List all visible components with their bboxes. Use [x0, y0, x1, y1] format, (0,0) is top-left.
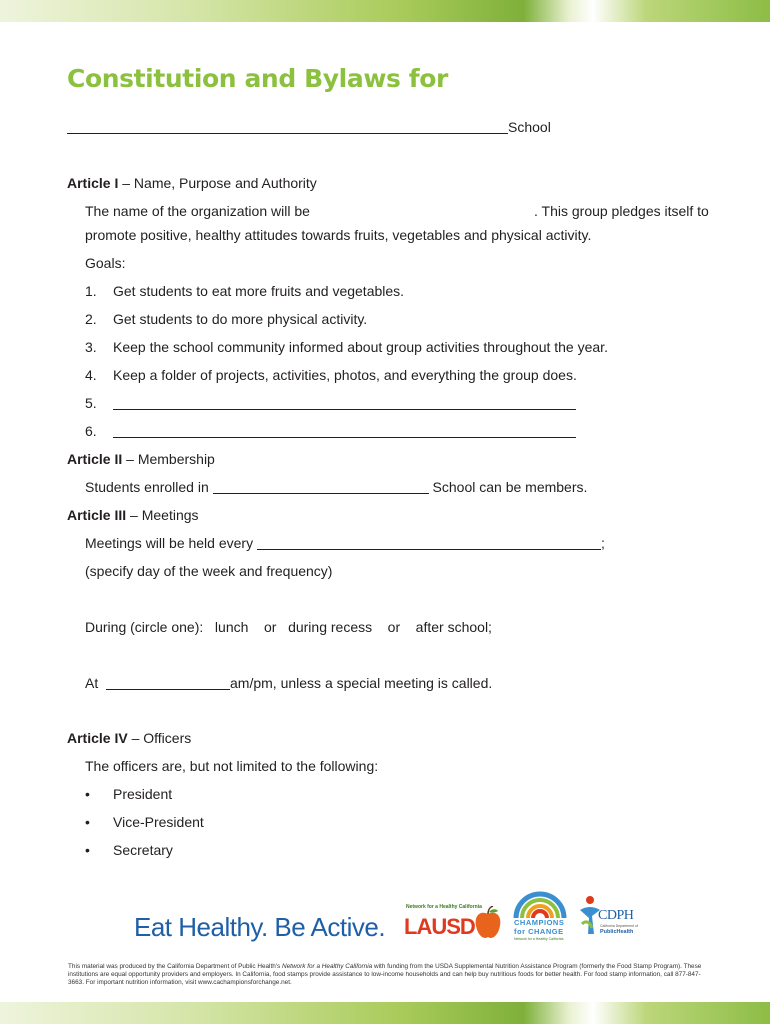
- footer-disclaimer: [68, 963, 708, 987]
- footer-text-end: with funding from the USDA Supplemental Nutrition Assistance Program (formerly the Food Stamp Program). These institutions are equal opportunity providers and employers. In California, food stamps provide assistance to low-income households and can help buy nutritious foods for better health. For food stamp information, call 877-847-3663. For important nutrition information, visit www.cachampionsforchange.net.: [68, 963, 702, 986]
- officer-title: President: [113, 786, 173, 802]
- lausd-label: LAUSD: [404, 914, 475, 939]
- goal-item: [85, 339, 608, 355]
- goal-text: Keep the school community informed about group activities throughout the year.: [113, 339, 608, 355]
- goals-label: Goals:: [85, 255, 126, 271]
- meeting-time-start: At: [85, 675, 107, 691]
- meeting-time-end: am/pm, unless a special meeting is called.: [230, 675, 493, 691]
- article-4-title: – Officers: [127, 730, 192, 746]
- champions-for-change-logo: [510, 890, 570, 944]
- article-3-heading: [67, 507, 199, 523]
- article-3-label: Article III: [67, 507, 127, 523]
- goal-item: [85, 283, 404, 299]
- goal-item: [85, 423, 576, 439]
- network-label: Network for a Healthy California: [406, 904, 482, 910]
- goal-item: [85, 395, 576, 411]
- officer-title: Vice-President: [113, 814, 204, 830]
- meeting-frequency-blank[interactable]: [257, 535, 601, 550]
- organization-name-text: The name of the organization will be: [85, 203, 310, 219]
- purpose-text: promote positive, healthy attitudes towards fruits, vegetables and physical activity.: [85, 227, 592, 243]
- article-1-label: Article I: [67, 175, 119, 191]
- cdph-subtitle: California Department of: [600, 924, 638, 928]
- goal-number: 2.: [85, 311, 97, 327]
- pledge-text: . This group pledges itself to: [534, 203, 709, 219]
- school-suffix: School: [508, 119, 551, 135]
- goal-text: Get students to eat more fruits and vegetables.: [113, 283, 405, 299]
- article-2-title: – Membership: [122, 451, 215, 467]
- goal-number: 4.: [85, 367, 97, 383]
- bottom-decorative-band: [0, 1002, 770, 1024]
- goal-text: Keep a folder of projects, activities, photos, and everything the group does.: [113, 367, 577, 383]
- bullet-icon: •: [85, 814, 90, 830]
- membership-text: [85, 479, 587, 495]
- school-name-blank[interactable]: [67, 119, 508, 134]
- footer-program-name: Network for a Healthy California: [282, 963, 373, 970]
- bullet-icon: •: [85, 842, 90, 858]
- officer-item: [85, 814, 204, 830]
- officers-intro: The officers are, but not limited to the following:: [85, 758, 379, 774]
- meeting-time-text: [85, 675, 492, 691]
- goal-number: 5.: [85, 395, 97, 411]
- article-1-title: – Name, Purpose and Authority: [118, 175, 317, 191]
- officer-item: [85, 786, 172, 802]
- goal-blank[interactable]: [113, 395, 576, 410]
- article-4-heading: [67, 730, 191, 746]
- officer-title: Secretary: [113, 842, 173, 858]
- slogan: Eat Healthy. Be Active.: [134, 912, 386, 942]
- goal-text: Get students to do more physical activity.: [113, 311, 368, 327]
- champions-label: CHAMPIONS: [514, 918, 565, 927]
- membership-text-start: Students enrolled in: [85, 479, 213, 495]
- article-3-title: – Meetings: [126, 507, 199, 523]
- meeting-time-blank[interactable]: [106, 675, 230, 690]
- apple-icon: [474, 906, 502, 940]
- footer-text-start: This material was produced by the California Department of Public Health's: [68, 963, 282, 970]
- officer-item: [85, 842, 173, 858]
- school-blank[interactable]: [213, 479, 429, 494]
- goal-item: [85, 367, 577, 383]
- goal-number: 3.: [85, 339, 97, 355]
- champions-tagline: Network for a Healthy California: [514, 937, 564, 941]
- article-4-label: Article IV: [67, 730, 128, 746]
- meetings-text: [85, 535, 605, 551]
- article-2-heading: [67, 451, 215, 467]
- goal-number: 1.: [85, 283, 97, 299]
- membership-text-end: School can be members.: [428, 479, 588, 495]
- goal-item: [85, 311, 367, 327]
- cdph-logo: [578, 890, 640, 944]
- bullet-icon: •: [85, 786, 90, 802]
- goal-number: 6.: [85, 423, 97, 439]
- meetings-text-start: Meetings will be held every: [85, 535, 257, 551]
- cdph-label: CDPH: [598, 908, 634, 923]
- school-name-line: [67, 119, 551, 135]
- top-decorative-band: [0, 0, 770, 22]
- article-2-label: Article II: [67, 451, 123, 467]
- lausd-logo: [404, 904, 504, 944]
- arc-icon: [512, 890, 568, 920]
- for-change-label: for CHANGE: [514, 927, 564, 936]
- specify-text: (specify day of the week and frequency): [85, 563, 333, 579]
- goal-blank[interactable]: [113, 423, 576, 438]
- circle-one-text: During (circle one): lunch or during recess or after school;: [85, 619, 492, 635]
- document-title: Constitution and Bylaws for: [67, 64, 448, 93]
- article-1-heading: [67, 175, 317, 191]
- public-health-label: PublicHealth: [600, 929, 634, 935]
- meetings-text-end: ;: [600, 535, 605, 551]
